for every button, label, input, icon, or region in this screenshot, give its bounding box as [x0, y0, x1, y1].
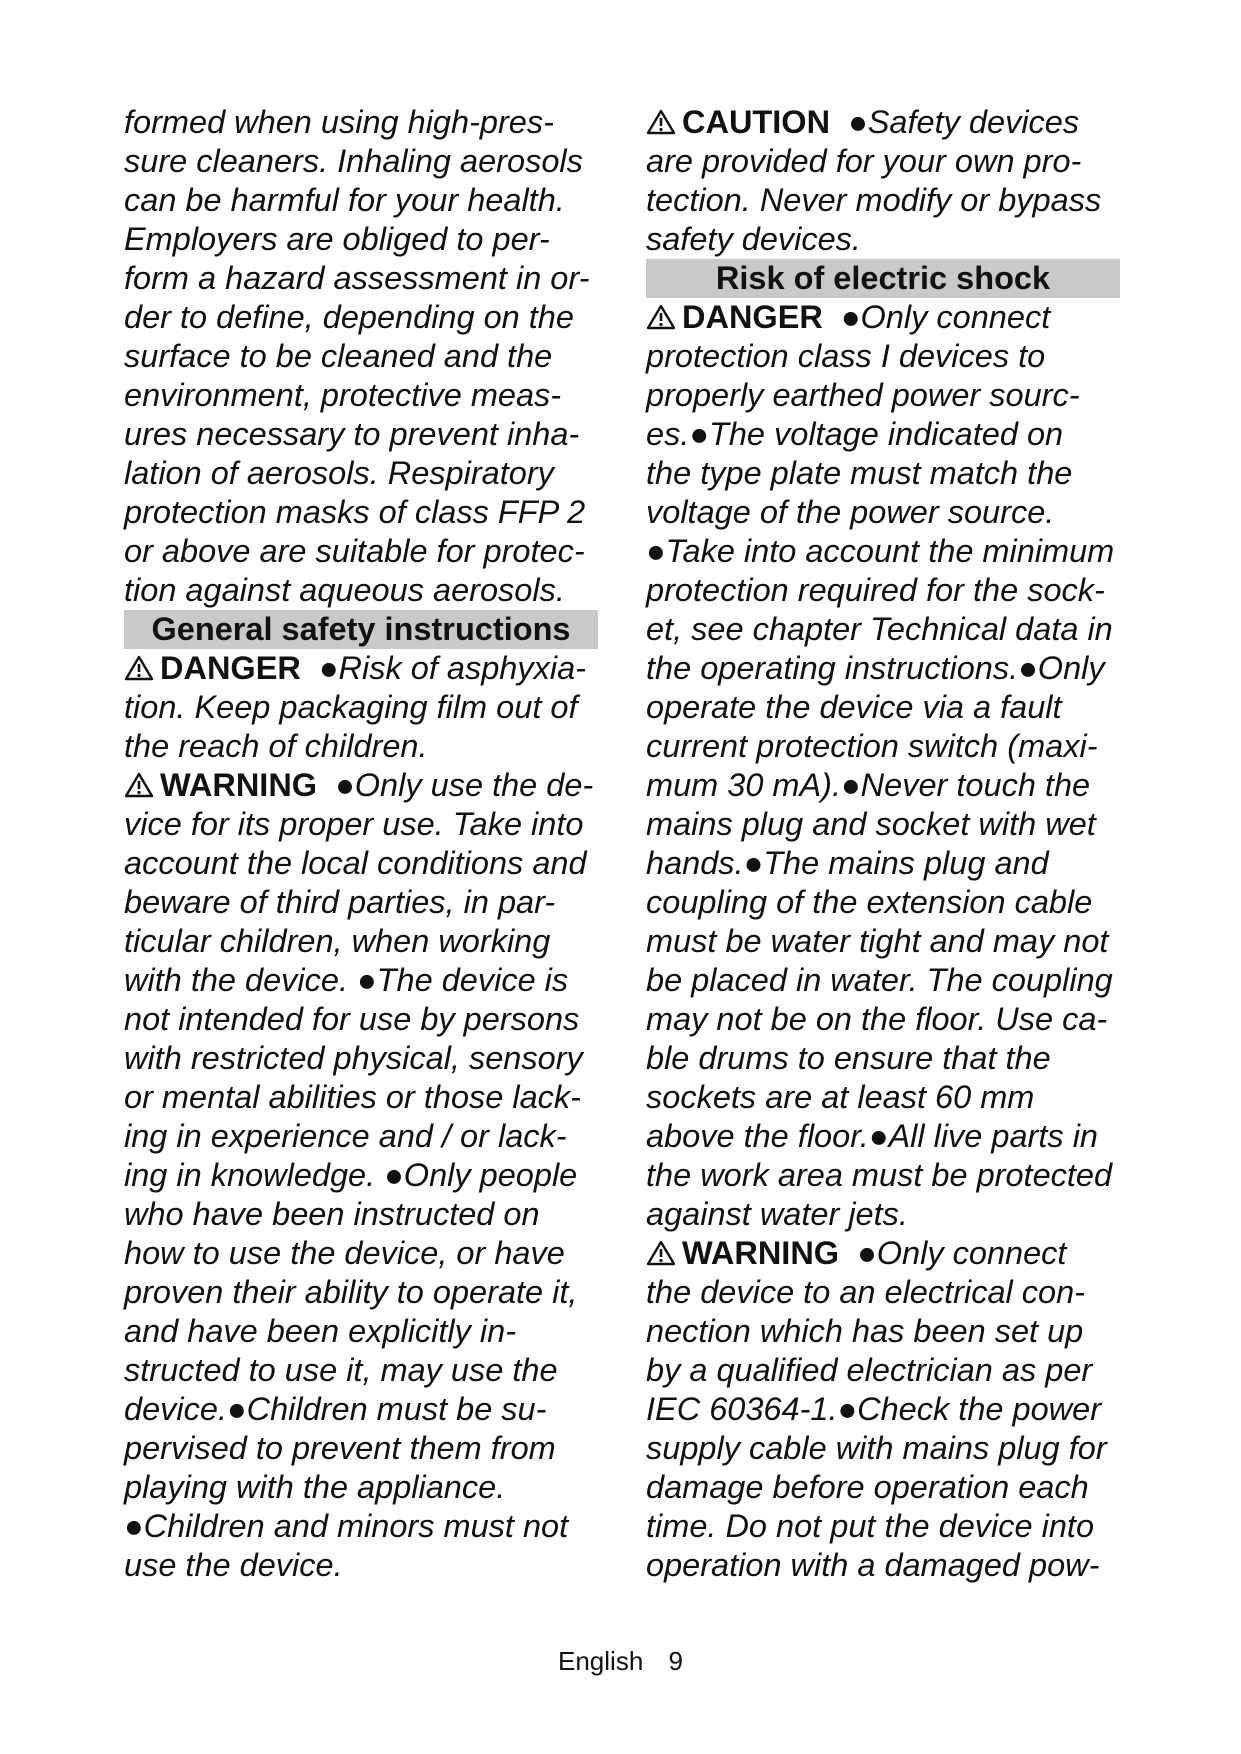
- text-line: nection which has been set up: [646, 1313, 1084, 1349]
- text-line: lation of aerosols. Respiratory: [124, 455, 554, 491]
- warning-triangle-icon: [124, 772, 154, 798]
- danger-label: DANGER: [160, 650, 301, 686]
- danger-paragraph: [124, 688, 604, 766]
- text-line: IEC 60364-1.●Check the power: [646, 1391, 1102, 1427]
- text-line: protection class I devices to: [646, 338, 1046, 374]
- text-line: be placed in water. The coupling: [646, 962, 1113, 998]
- intro-paragraph: [124, 103, 604, 610]
- text-line: the operating instructions.●Only: [646, 650, 1105, 686]
- text-line: structed to use it, may use the: [124, 1352, 558, 1388]
- text-line: protection masks of class FFP 2: [124, 494, 586, 530]
- text-line: mains plug and socket with wet: [646, 806, 1096, 842]
- warning-paragraph: [124, 805, 604, 1585]
- text-line: voltage of the power source.: [646, 494, 1055, 530]
- warning-triangle-icon: [646, 304, 676, 330]
- text-line: with the device. ●The device is: [124, 962, 569, 998]
- warning-notice-line: WARNING ●Only connect: [646, 1234, 1126, 1273]
- left-column: [124, 103, 604, 1585]
- text-line: tection. Never modify or bypass: [646, 182, 1102, 218]
- warning-first-text: Only use the de-: [354, 767, 594, 803]
- text-line: or above are suitable for protec-: [124, 533, 585, 569]
- text-line: against water jets.: [646, 1196, 908, 1232]
- text-line: can be harmful for your health.: [124, 182, 565, 218]
- text-line: proven their ability to operate it,: [124, 1274, 578, 1310]
- text-line: not intended for use by persons: [124, 1001, 580, 1037]
- caution-first-text: Safety devices: [867, 104, 1080, 140]
- warning-triangle-icon: [646, 1240, 676, 1266]
- text-line: ●Children and minors must not: [124, 1508, 569, 1544]
- text-line: hands.●The mains plug and: [646, 845, 1049, 881]
- text-line: vice for its proper use. Take into: [124, 806, 584, 842]
- text-line: der to define, depending on the: [124, 299, 574, 335]
- danger-first-text: Only connect: [860, 299, 1051, 335]
- warning-triangle-icon: [646, 109, 676, 135]
- caution-paragraph: [646, 142, 1126, 259]
- warning-label: WARNING: [682, 1235, 840, 1271]
- danger-notice-line: DANGER ●Only connect: [646, 298, 1126, 337]
- text-line: playing with the appliance.: [124, 1469, 506, 1505]
- text-line: are provided for your own pro-: [646, 143, 1082, 179]
- text-line: protection required for the sock-: [646, 572, 1105, 608]
- text-line: tion against aqueous aerosols.: [124, 572, 565, 608]
- text-line: or mental abilities or those lack-: [124, 1079, 581, 1115]
- text-line: supply cable with mains plug for: [646, 1430, 1107, 1466]
- text-line: safety devices.: [646, 221, 861, 257]
- text-line: sure cleaners. Inhaling aerosols: [124, 143, 583, 179]
- text-line: ●Take into account the minimum: [646, 533, 1115, 569]
- text-line: ticular children, when working: [124, 923, 551, 959]
- text-line: ing in knowledge. ●Only people: [124, 1157, 578, 1193]
- page-footer: [0, 1646, 1241, 1677]
- footer-language: English: [558, 1646, 644, 1676]
- text-line: with restricted physical, sensory: [124, 1040, 583, 1076]
- text-line: environment, protective meas-: [124, 377, 562, 413]
- text-line: sockets are at least 60 mm: [646, 1079, 1035, 1115]
- text-line: operation with a damaged pow-: [646, 1547, 1100, 1583]
- danger-label: DANGER: [682, 299, 823, 335]
- danger-first-text: Risk of asphyxia-: [338, 650, 586, 686]
- caution-label: CAUTION: [682, 104, 831, 140]
- text-line: es.●The voltage indicated on: [646, 416, 1064, 452]
- warning-first-text: Only connect: [876, 1235, 1067, 1271]
- warning-paragraph: [646, 1273, 1126, 1585]
- text-line: how to use the device, or have: [124, 1235, 565, 1271]
- text-line: pervised to prevent them from: [124, 1430, 556, 1466]
- text-line: time. Do not put the device into: [646, 1508, 1095, 1544]
- caution-notice-line: CAUTION ●Safety devices: [646, 103, 1126, 142]
- text-line: the type plate must match the: [646, 455, 1073, 491]
- text-line: above the floor.●All live parts in: [646, 1118, 1098, 1154]
- text-line: Employers are obliged to per-: [124, 221, 550, 257]
- text-line: use the device.: [124, 1547, 343, 1583]
- text-line: the device to an electrical con-: [646, 1274, 1085, 1310]
- right-column: [646, 103, 1126, 1585]
- page-number: 9: [668, 1646, 683, 1676]
- text-line: formed when using high-pres-: [124, 104, 554, 140]
- text-line: ble drums to ensure that the: [646, 1040, 1051, 1076]
- text-line: properly earthed power sourc-: [646, 377, 1080, 413]
- text-line: current protection switch (maxi-: [646, 728, 1098, 764]
- text-line: form a hazard assessment in or-: [124, 260, 590, 296]
- warning-triangle-icon: [124, 655, 154, 681]
- text-line: the work area must be protected: [646, 1157, 1113, 1193]
- text-line: ing in experience and / or lack-: [124, 1118, 567, 1154]
- danger-paragraph: [646, 337, 1126, 1234]
- text-line: et, see chapter Technical data in: [646, 611, 1113, 647]
- text-line: operate the device via a fault: [646, 689, 1062, 725]
- text-line: by a qualified electrician as per: [646, 1352, 1093, 1388]
- text-line: the reach of children.: [124, 728, 428, 764]
- section-heading-electric-shock: Risk of electric shock: [646, 259, 1120, 298]
- text-line: tion. Keep packaging film out of: [124, 689, 578, 725]
- text-line: damage before operation each: [646, 1469, 1089, 1505]
- text-line: mum 30 mA).●Never touch the: [646, 767, 1091, 803]
- text-line: surface to be cleaned and the: [124, 338, 553, 374]
- text-line: account the local conditions and: [124, 845, 587, 881]
- section-heading-general-safety: General safety instructions: [124, 610, 598, 649]
- text-line: coupling of the extension cable: [646, 884, 1093, 920]
- text-line: device.●Children must be su-: [124, 1391, 547, 1427]
- text-line: who have been instructed on: [124, 1196, 540, 1232]
- warning-label: WARNING: [160, 767, 318, 803]
- text-line: and have been explicitly in-: [124, 1313, 517, 1349]
- text-line: ures necessary to prevent inha-: [124, 416, 580, 452]
- text-line: must be water tight and may not: [646, 923, 1109, 959]
- warning-notice-line: WARNING ●Only use the de-: [124, 766, 604, 805]
- danger-notice-line: DANGER ●Risk of asphyxia-: [124, 649, 604, 688]
- text-line: beware of third parties, in par-: [124, 884, 556, 920]
- text-line: may not be on the floor. Use ca-: [646, 1001, 1108, 1037]
